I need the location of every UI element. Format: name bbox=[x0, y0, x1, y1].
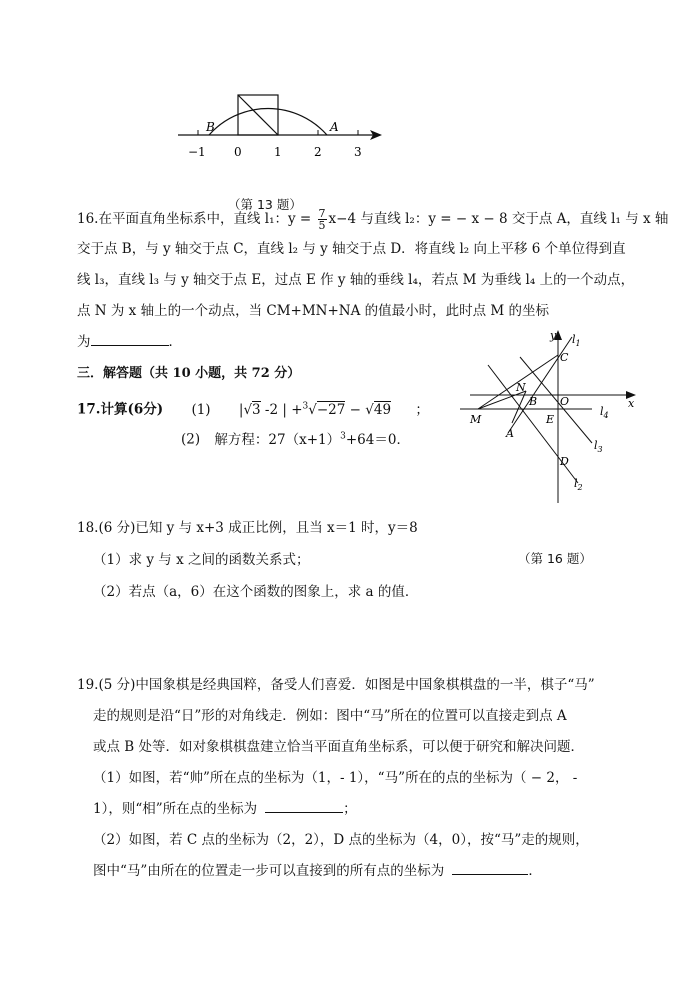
label-x: x bbox=[628, 397, 635, 410]
point-b-label: B bbox=[206, 120, 215, 134]
label-l2: $l_2$ bbox=[574, 477, 583, 492]
label-l3: $l_3$ bbox=[594, 439, 603, 454]
q19-line-1: 19.(5 分)中国象棋是经典国粹，备受人们喜爱．如图是中国象棋棋盘的一半，棋子“马” bbox=[77, 677, 595, 693]
label-m: M bbox=[470, 413, 482, 426]
cube-root-index: 3 bbox=[302, 401, 309, 411]
minus-sign: − bbox=[345, 401, 366, 418]
q16-answer-blank[interactable] bbox=[91, 332, 169, 346]
q17-line-1 bbox=[77, 396, 429, 420]
q16-answer-prefix: 为 bbox=[77, 334, 91, 350]
q17-part-1-label: (1) bbox=[191, 401, 211, 418]
tick-label: 2 bbox=[314, 145, 322, 159]
figure-16-coordinate-diagram bbox=[440, 325, 640, 505]
label-c: C bbox=[560, 351, 569, 364]
q17-part-2-text: 解方程：$27(x+1)^3+64=0$． bbox=[214, 431, 410, 448]
q16-text-a: 16.在平面直角坐标系中，直线 l₁：y = bbox=[77, 211, 316, 227]
q16-period: ． bbox=[168, 334, 182, 350]
q17-line-2 bbox=[181, 426, 410, 450]
figure-13-number-line bbox=[170, 78, 390, 173]
q19-line-4: （1）如图，若“帅”所在点的坐标为（1，- 1），“马”所在的点的坐标为（ − 2， - bbox=[93, 770, 578, 786]
tick-label: 0 bbox=[234, 145, 242, 159]
q16-text-b: x−4 与直线 l₂：y = − x − 8 交于点 A，直线 l₁ 与 x 轴 bbox=[328, 211, 669, 227]
q19-semicolon: ； bbox=[343, 801, 357, 817]
q19-part-1-blank[interactable] bbox=[265, 799, 343, 813]
q16-line-4: 点 N 为 x 轴上的一个动点，当 CM+MN+NA 的值最小时，此时点 M 的坐标 bbox=[77, 303, 550, 319]
fraction-numerator: 7 bbox=[318, 207, 326, 220]
sqrt-radicand: 49 bbox=[373, 401, 392, 418]
exponent: 3 bbox=[340, 431, 346, 441]
q19-part-1-prefix: 1），则“相”所在点的坐标为 bbox=[93, 801, 258, 817]
q16-line-3: 线 l₃，直线 l₃ 与 y 轴交于点 E，过点 E 作 y 轴的垂线 l₄，若点 M 为垂线 l₄ 上的一个动点， bbox=[77, 272, 635, 288]
figure-13-caption: （第 13 题） bbox=[228, 197, 302, 212]
q18-line-3: （2）若点（a，6）在这个函数的图象上，求 a 的值． bbox=[93, 584, 419, 600]
q19-line-2: 走的规则是沿“日”形的对角线走．例如：图中“马”所在的位置可以直接走到点 A bbox=[93, 708, 567, 724]
q19-part-2-blank[interactable] bbox=[452, 861, 528, 875]
abs-bar-open: | bbox=[238, 401, 244, 418]
sqrt-symbol: √ bbox=[365, 401, 374, 418]
label-l4: $l_4$ bbox=[600, 405, 609, 420]
tick-label: 1 bbox=[274, 145, 282, 159]
q18-line-2: （1）求 y 与 x 之间的函数关系式； bbox=[93, 552, 310, 568]
square-diagonal bbox=[238, 95, 278, 135]
q19-period: ． bbox=[528, 863, 542, 879]
label-d: D bbox=[560, 455, 569, 468]
q19-part-2-prefix: 图中“马”由所在的位置走一步可以直接到的所有点的坐标为 bbox=[93, 863, 445, 879]
sqrt-symbol: √ bbox=[308, 401, 317, 418]
expr-mid: -2 | + bbox=[260, 401, 303, 418]
label-o: O bbox=[560, 395, 570, 408]
q19-line-7 bbox=[93, 861, 542, 881]
q17-semicolon: ； bbox=[415, 401, 429, 418]
sqrt-symbol: √ bbox=[243, 401, 253, 418]
q17-heading: 17.计算(6分) bbox=[77, 401, 164, 418]
q16-line-1 bbox=[77, 208, 668, 231]
label-b: B bbox=[529, 395, 538, 408]
figure-16-caption: （第 16 题） bbox=[518, 551, 592, 566]
fraction-denominator: 5 bbox=[318, 219, 326, 232]
q19-line-6: （2）如图，若 C 点的坐标为（2，2），D 点的坐标为（4，0），按“马”走的规则， bbox=[93, 832, 589, 848]
tick-label: 3 bbox=[354, 145, 362, 159]
label-n: N bbox=[516, 381, 526, 394]
q16-line-5 bbox=[77, 332, 182, 352]
tick-label: −1 bbox=[188, 145, 206, 159]
label-l1: $l_1$ bbox=[572, 333, 581, 348]
q19-line-5 bbox=[93, 799, 357, 819]
label-a: A bbox=[506, 427, 514, 440]
q16-line-2: 交于点 B，与 y 轴交于点 C，直线 l₂ 与 y 轴交于点 D．将直线 l₂ 向上平移 6 个单位得到直 bbox=[77, 241, 626, 257]
label-y: y bbox=[550, 329, 557, 342]
semicircle-arc bbox=[209, 109, 327, 135]
label-e: E bbox=[546, 413, 555, 426]
q17-part-2-label: (2) bbox=[181, 431, 201, 448]
fraction bbox=[318, 208, 327, 231]
q19-line-3: 或点 B 处等．如对象棋棋盘建立恰当平面直角坐标系，可以便于研究和解决问题． bbox=[93, 739, 585, 755]
section-3-heading: 三．解答题（共 10 小题，共 72 分） bbox=[77, 366, 301, 381]
sqrt-radicand: 3 bbox=[252, 401, 261, 418]
q17-expression bbox=[239, 402, 396, 418]
point-a-label: A bbox=[330, 120, 339, 134]
q18-line-1: 18.(6 分)已知 y 与 x+3 成正比例，且当 x＝1 时，y＝8 bbox=[77, 520, 418, 536]
cube-root-radicand: −27 bbox=[316, 401, 346, 418]
